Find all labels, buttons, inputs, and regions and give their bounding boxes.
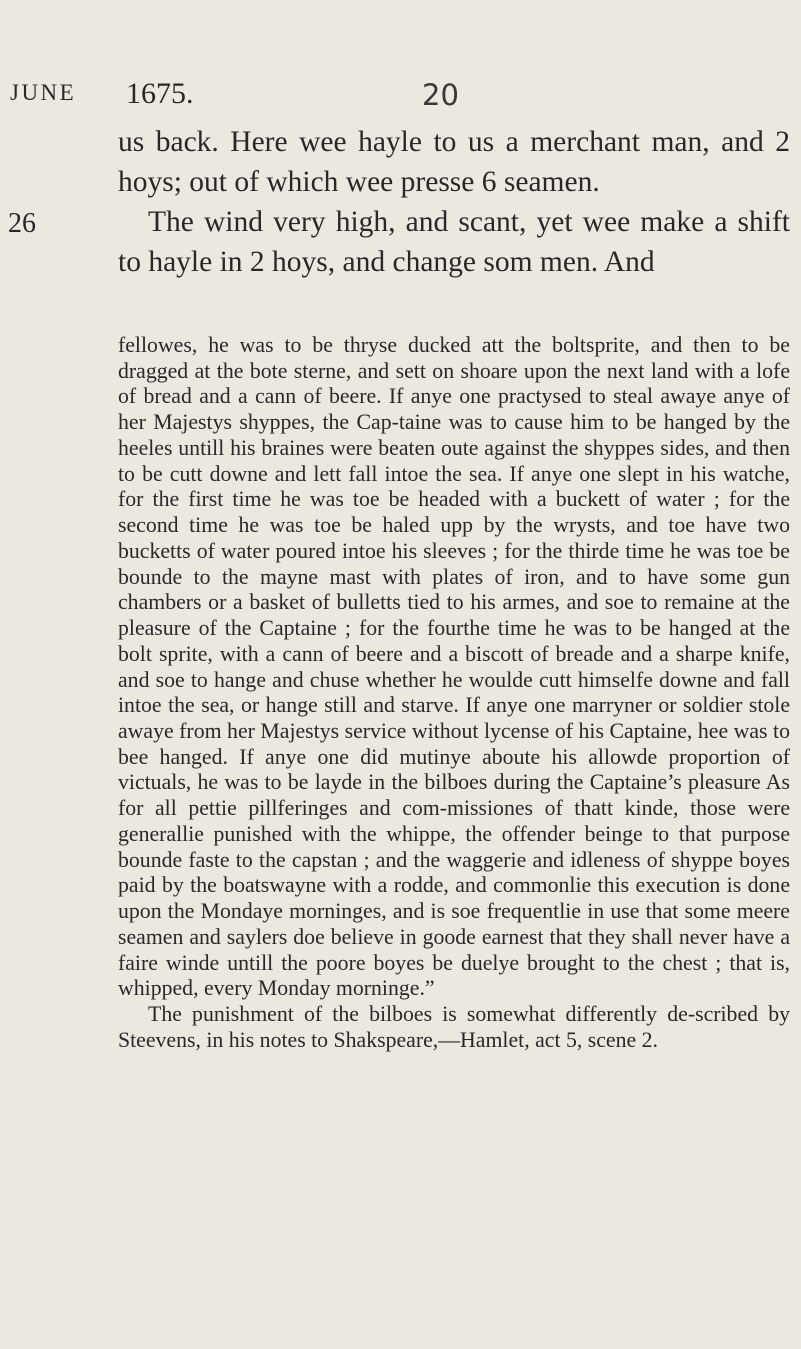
journal-paragraph-1: us back. Here wee hayle to us a merchant man, and 2 hoys; out of which wee presse 6 seamen. (118, 126, 790, 198)
footnote-paragraph-1: fellowes, he was to be thryse ducked att the boltsprite, and then to be dragged at the bote sterne, and sett on shoare upon the next land with a lofe of bread and a cann of beere. If anye one practysed to steal awaye anye of her Majestys shyppes, the Cap-taine was to cause him to be hanged by the heeles untill his braines were beaten oute against the shyppes sides, and then to be cutt downe and lett fall intoe the sea. If anye one slept in his watche, for the first time he was toe be headed with a buckett of water ; for the second time he was toe be haled upp by the wrysts, and toe have two bucketts of water poured intoe his sleeves ; for the thirde time he was toe be bounde to the mayne mast with plates of iron, and to have some gun chambers or a basket of bulletts tied to his armes, and soe to remaine at the pleasure of the Captaine ; for the fourthe time he was to be hanged at the bolt sprite, with a cann of beere and a biscott of breade and a sharpe knife, and soe to hange and chuse whether he woulde cutt himselfe downe and fall intoe the sea, or hange still and starve. If anye one marryner or soldier stole awaye from her Majestys service without lycense of his Captaine, hee was to bee hanged. If anye one did mutinye aboute his allowde proportion of victuals, he was to be layde in the bilboes during the Captaine’s pleasure As for all pettie pillferinges and com-missiones of thatt kinde, those were generallie punished with the whippe, the offender beinge to that purpose bounde faste to the capstan ; and the waggerie and idleness of shyppe boyes paid by the boatswayne with a rodde, and commonlie this execution is done upon the Mondaye morninges, and is soe frequentlie in use that some meere seamen and saylers doe believe in goode earnest that they shall never have a faire winde untill the poore boyes be duelye brought to the chest ; that is, whipped, every Monday morninge.” (118, 333, 790, 1001)
header-month: JUNE (10, 80, 77, 105)
footnote-paragraph-2: The punishment of the bilboes is somewhat differently de-scribed by Steevens, in his notes to Shakspeare,—Hamlet, act 5, scene 2. (118, 1002, 790, 1052)
journal-paragraph-2: The wind very high, and scant, yet wee make a shift to hayle in 2 hoys, and change som men. And (118, 206, 790, 278)
running-header (0, 77, 801, 116)
page-number: 20 (422, 78, 459, 112)
footnote-text (118, 333, 790, 1054)
header-year: 1675. (126, 77, 194, 110)
margin-date-number: 26 (8, 208, 36, 239)
journal-text (118, 122, 790, 282)
